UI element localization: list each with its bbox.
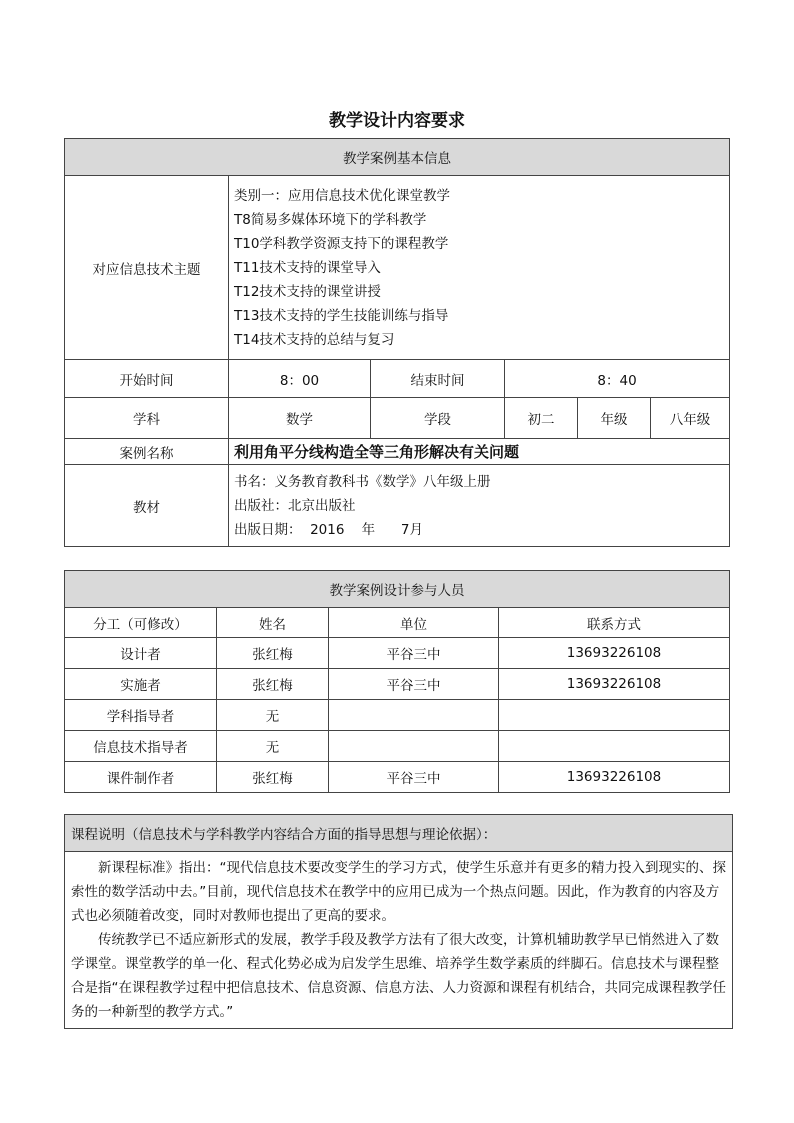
table-row [65,731,730,762]
notes-paragraph: 传统教学已不适应新形式的发展，教学手段及教学方法有了很大改变，计算机辅助教学早已悄然进入了数学课堂。课堂教学的单一化、程式化势必成为启发学生思维、培养学生数学素质的绊脚石。信息技术与课程整合是指“在课程教学过程中把信息技术、信息资源、信息方法、人力资源和课程有机结合，共同完成课程教学任务的一种新型的教学方式。” [71,932,726,1020]
role-cell: 设计者 [65,638,217,669]
role-cell: 学科指导者 [65,700,217,731]
basic-info-header: 教学案例基本信息 [65,139,730,176]
table-row [65,638,730,669]
name-cell: 张红梅 [217,669,329,700]
unit-cell [329,700,499,731]
name-cell: 张红梅 [217,638,329,669]
case-name-label: 案例名称 [65,439,229,465]
name-cell: 张红梅 [217,762,329,793]
unit-cell [329,731,499,762]
contact-cell: 13693226108 [499,638,730,669]
table-row [65,700,730,731]
topic-line: T14技术支持的总结与复习 [234,331,395,348]
course-notes-table [64,814,733,1029]
column-header-name: 姓名 [217,608,329,638]
end-time-label: 结束时间 [371,360,505,398]
material-info [229,465,730,547]
table-row [65,762,730,793]
grade-label: 年级 [578,398,651,439]
subject-value: 数学 [229,398,371,439]
topic-line: 类别一：应用信息技术优化课堂教学 [234,187,450,204]
start-time-label: 开始时间 [65,360,229,398]
end-time-value: 8：40 [505,360,730,398]
role-cell: 信息技术指导者 [65,731,217,762]
topic-list [229,176,730,360]
topic-line: T10学科教学资源支持下的课程教学 [234,235,449,252]
stage-value: 初二 [505,398,578,439]
participants-header: 教学案例设计参与人员 [65,571,730,608]
topic-line: T12技术支持的课堂讲授 [234,283,381,300]
topic-line: T13技术支持的学生技能训练与指导 [234,307,449,324]
topic-line: T11技术支持的课堂导入 [234,259,381,276]
column-header-unit: 单位 [329,608,499,638]
unit-cell: 平谷三中 [329,638,499,669]
column-header-role: 分工（可修改） [65,608,217,638]
stage-label: 学段 [371,398,505,439]
name-cell: 无 [217,700,329,731]
course-notes-body [65,852,733,1029]
material-line: 出版日期： 2016 年 7月 [234,521,423,538]
grade-value: 八年级 [651,398,730,439]
name-cell: 无 [217,731,329,762]
material-line: 出版社：北京出版社 [234,497,356,514]
topic-line: T8简易多媒体环境下的学科教学 [234,211,427,228]
case-name-value: 利用角平分线构造全等三角形解决有关问题 [229,439,730,465]
unit-cell: 平谷三中 [329,762,499,793]
topic-label: 对应信息技术主题 [65,176,229,360]
participants-table [64,570,730,793]
role-cell: 课件制作者 [65,762,217,793]
contact-cell: 13693226108 [499,669,730,700]
start-time-value: 8：00 [229,360,371,398]
contact-cell: 13693226108 [499,762,730,793]
column-header-contact: 联系方式 [499,608,730,638]
course-notes-header: 课程说明（信息技术与学科教学内容结合方面的指导思想与理论依据）： [65,815,733,852]
notes-paragraph: 新课程标准》指出：“现代信息技术要改变学生的学习方式，使学生乐意并有更多的精力投入到现实的、探索性的数学活动中去。”目前，现代信息技术在教学中的应用已成为一个热点问题。因此，作为教育的内容及方式也必须随着改变，同时对教师也提出了更高的要求。 [71,860,726,924]
basic-info-table [64,138,730,547]
contact-cell [499,700,730,731]
unit-cell: 平谷三中 [329,669,499,700]
table-row [65,669,730,700]
role-cell: 实施者 [65,669,217,700]
document-title: 教学设计内容要求 [329,111,465,131]
material-label: 教材 [65,465,229,547]
material-line: 书名：义务教育教科书《数学》八年级上册 [234,473,491,490]
contact-cell [499,731,730,762]
subject-label: 学科 [65,398,229,439]
